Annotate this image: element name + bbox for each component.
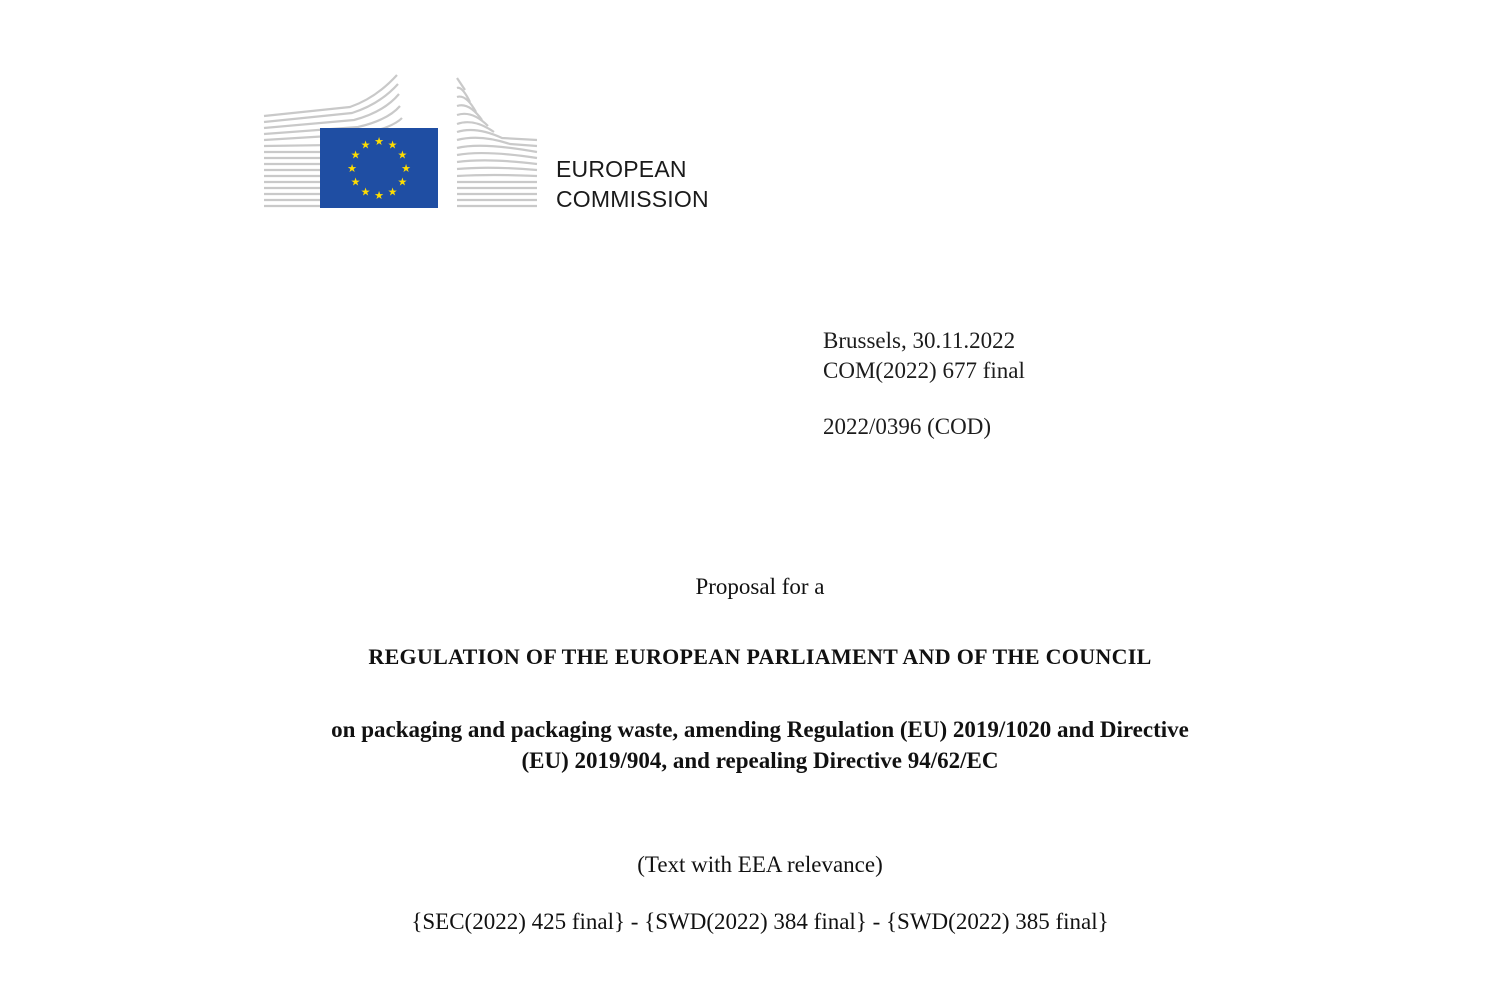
svg-text:★: ★ <box>397 175 408 189</box>
svg-text:★: ★ <box>387 185 398 199</box>
svg-text:★: ★ <box>387 138 398 152</box>
reference-block <box>823 326 1025 442</box>
regulation-title: REGULATION OF THE EUROPEAN PARLIAMENT AND OF THE COUNCIL <box>368 644 1152 669</box>
eea-relevance: (Text with EEA relevance) <box>637 852 883 877</box>
svg-text:★: ★ <box>401 162 411 175</box>
procedure-number: 2022/0396 (COD) <box>823 414 992 439</box>
related-documents: {SEC(2022) 425 final} - {SWD(2022) 384 final} - {SWD(2022) 385 final} <box>411 909 1109 934</box>
subtitle-line2: (EU) 2019/904, and repealing Directive 94/62/EC <box>521 748 999 773</box>
svg-text:★: ★ <box>360 138 371 152</box>
svg-text:★: ★ <box>350 175 361 189</box>
svg-text:★: ★ <box>374 135 384 148</box>
svg-text:★: ★ <box>347 162 357 175</box>
regulation-subtitle <box>0 714 1500 776</box>
svg-text:★: ★ <box>397 148 408 162</box>
proposal-for: Proposal for a <box>695 574 825 599</box>
organization-name <box>556 154 709 214</box>
subtitle-line1: on packaging and packaging waste, amending Regulation (EU) 2019/1020 and Directive <box>331 717 1189 742</box>
svg-text:★: ★ <box>360 185 371 199</box>
com-number: COM(2022) 677 final <box>823 358 1025 383</box>
european-commission-logo <box>262 72 542 212</box>
svg-text:★: ★ <box>350 148 361 162</box>
place-date: Brussels, 30.11.2022 <box>823 328 1016 353</box>
org-name-line1: EUROPEAN <box>556 156 687 182</box>
berlaymont-building-icon <box>262 72 542 212</box>
svg-text:★: ★ <box>374 189 384 202</box>
org-name-line2: COMMISSION <box>556 186 709 212</box>
